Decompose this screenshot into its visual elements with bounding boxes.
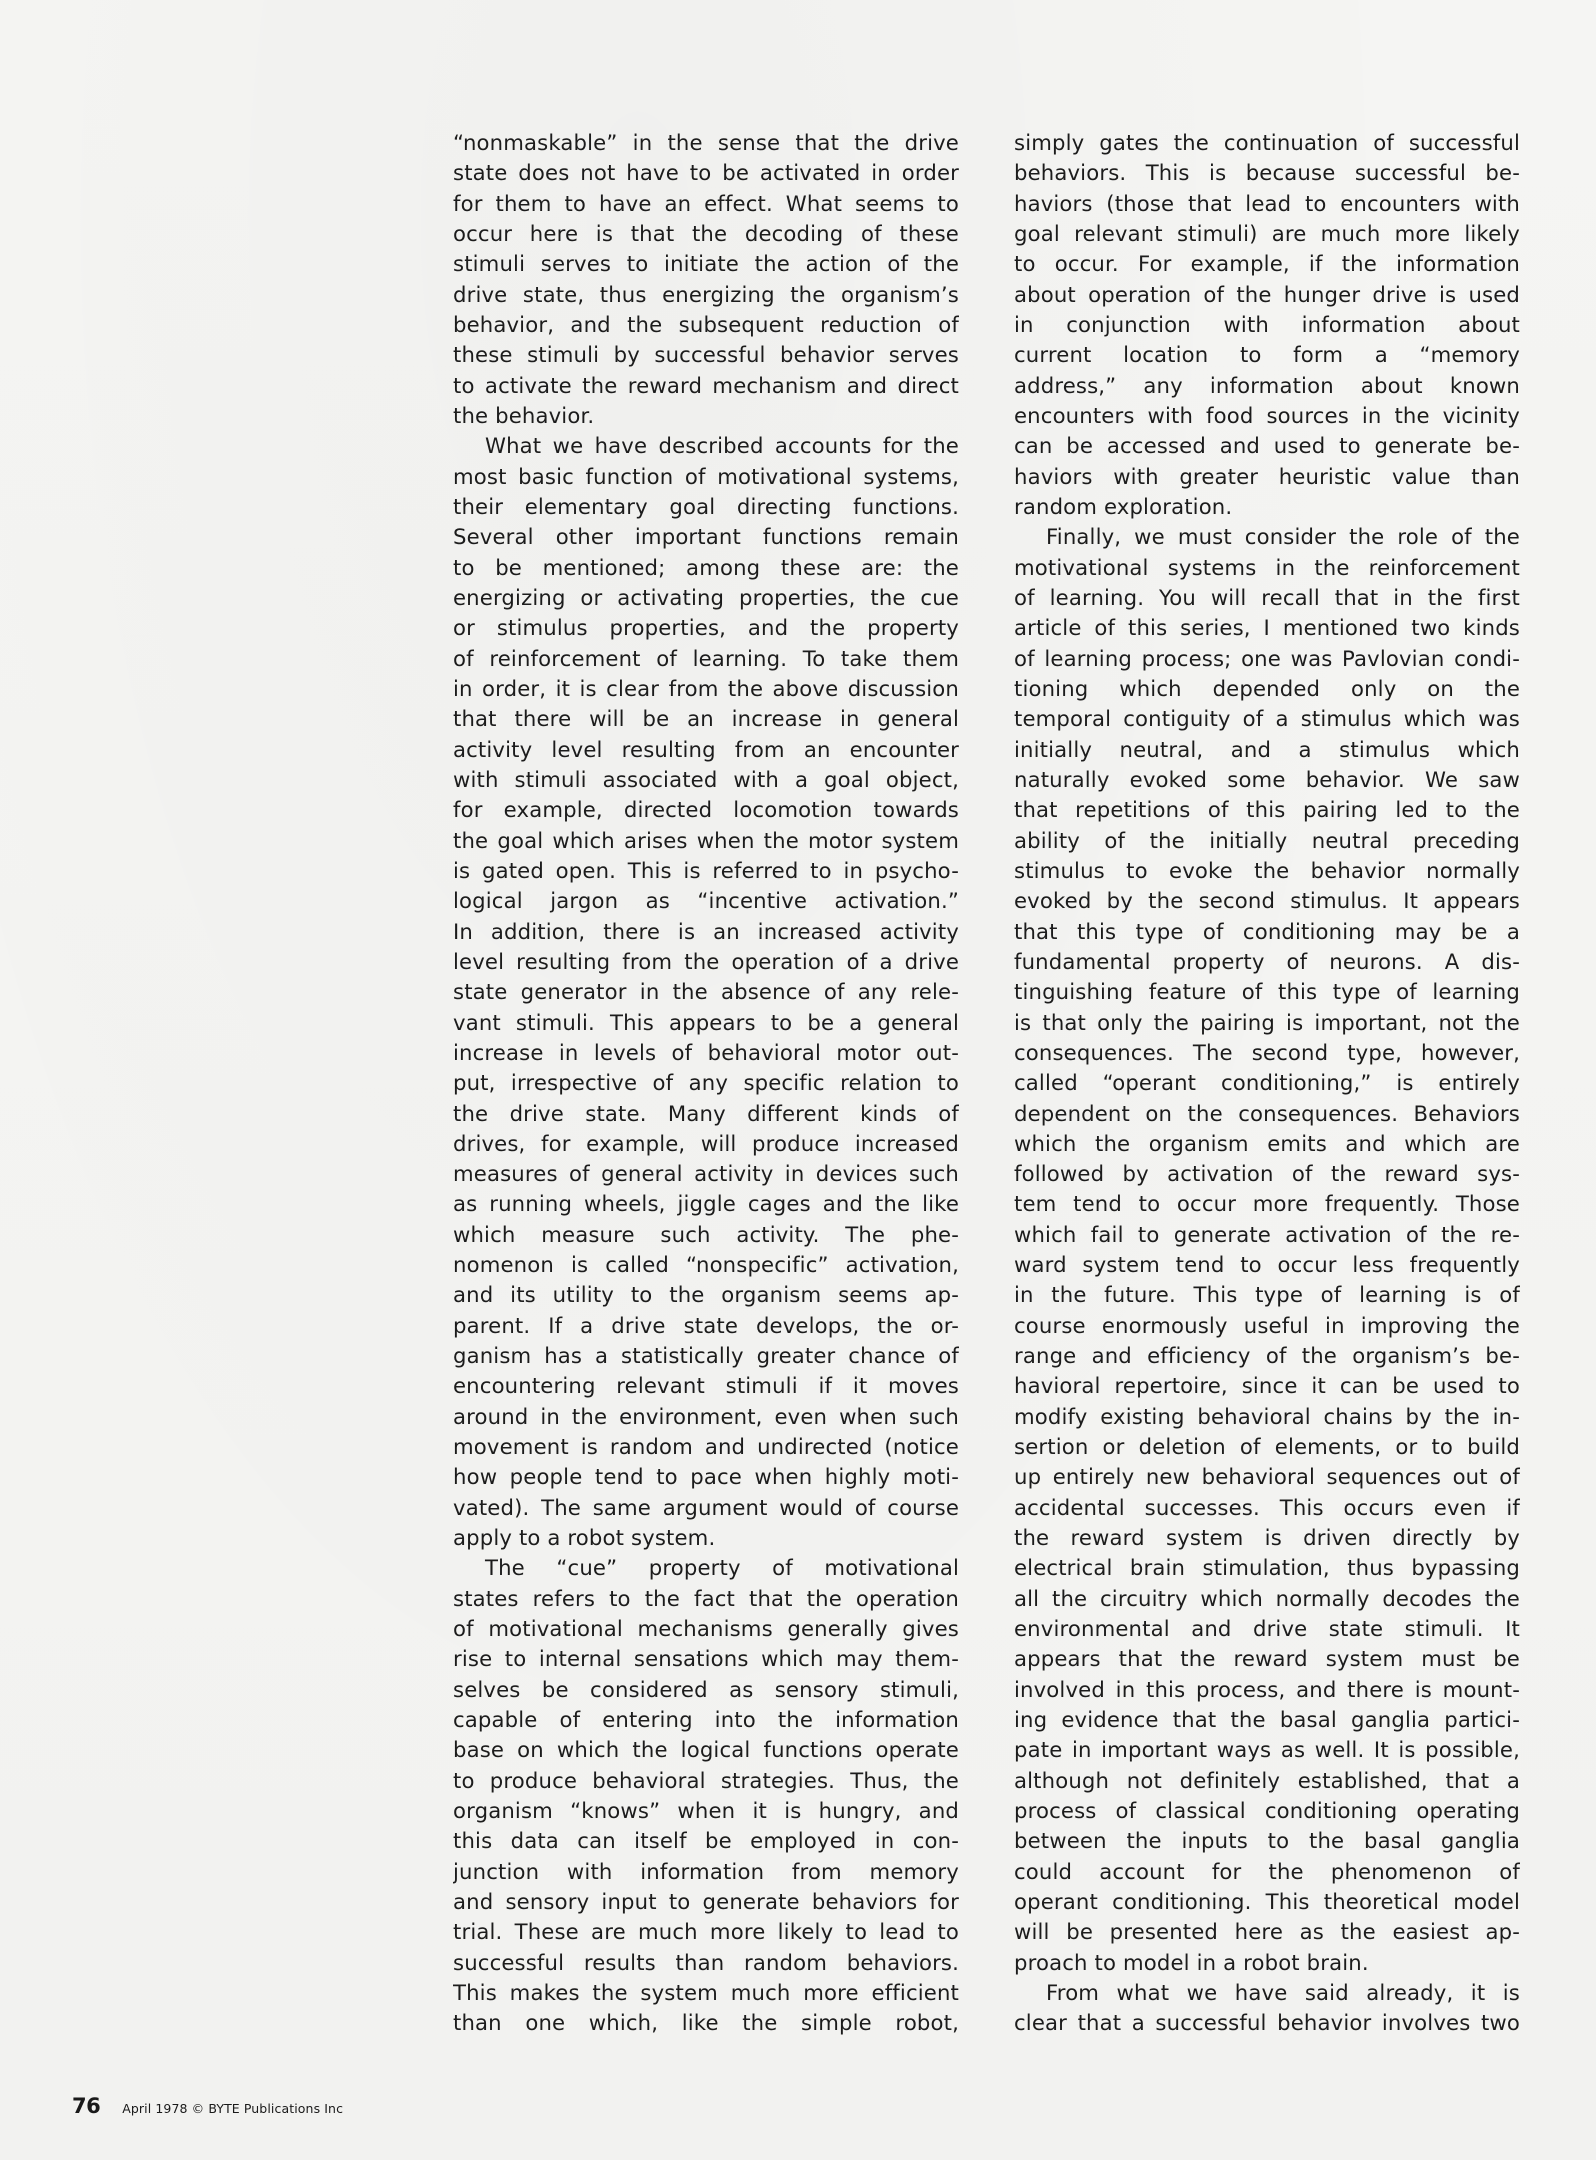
text-line: up entirely new behavioral sequences out of: [1014, 1464, 1520, 1490]
text-line: in the future. This type of learning is of: [1014, 1282, 1520, 1308]
text-line: tinguishing feature of this type of learning: [1014, 979, 1520, 1005]
text-line: sertion or deletion of elements, or to build: [1014, 1434, 1520, 1460]
text-line: that this type of conditioning may be a: [1014, 918, 1520, 944]
text-line: ganism has a statistically greater chance of: [453, 1343, 959, 1369]
text-line: haviors (those that lead to encounters with: [1014, 190, 1520, 216]
text-line: to occur. For example, if the information: [1014, 251, 1520, 277]
text-line: between the inputs to the basal ganglia: [1014, 1828, 1520, 1854]
text-line: What we have described accounts for the: [485, 433, 959, 459]
text-line: simply gates the continuation of successful: [1014, 130, 1520, 155]
text-line: havioral repertoire, since it can be used to: [1014, 1373, 1520, 1399]
text-line: that there will be an increase in general: [453, 706, 959, 732]
text-line: is gated open. This is referred to in psycho-: [453, 857, 959, 883]
text-line: with stimuli associated with a goal object,: [453, 766, 959, 792]
text-line: rise to internal sensations which may them-: [453, 1646, 959, 1672]
text-line: stimulus to evoke the behavior normally: [1014, 857, 1520, 883]
text-line: successful results than random behaviors.: [453, 1949, 959, 1975]
text-line: activity level resulting from an encounter: [453, 736, 959, 762]
text-line: for them to have an effect. What seems to: [453, 190, 959, 216]
text-column-right: [1014, 128, 1520, 2039]
text-line: In addition, there is an increased activity: [453, 918, 959, 944]
text-line: consequences. The second type, however,: [1014, 1039, 1520, 1065]
text-line: and its utility to the organism seems ap-: [453, 1282, 959, 1308]
text-line: address,” any information about known: [1014, 372, 1520, 398]
page-number: 76: [72, 2094, 101, 2118]
text-line: vant stimuli. This appears to be a general: [453, 1009, 959, 1035]
text-line: encountering relevant stimuli if it moves: [453, 1373, 959, 1399]
text-line: followed by activation of the reward sys-: [1014, 1161, 1520, 1187]
text-line: article of this series, I mentioned two kinds: [1014, 615, 1520, 641]
text-column-left: [453, 128, 959, 2039]
text-line: of learning process; one was Pavlovian condi-: [1014, 645, 1520, 671]
text-line: the drive state. Many different kinds of: [453, 1100, 959, 1126]
text-line: logical jargon as “incentive activation.”: [453, 888, 959, 914]
text-line: the reward system is driven directly by: [1014, 1525, 1520, 1551]
text-line: involved in this process, and there is mount-: [1014, 1676, 1520, 1702]
text-line: electrical brain stimulation, thus bypassing: [1014, 1555, 1520, 1581]
text-line: which the organism emits and which are: [1014, 1130, 1520, 1156]
text-line: of learning. You will recall that in the first: [1014, 584, 1520, 610]
text-line: of reinforcement of learning. To take them: [453, 645, 959, 671]
text-line: around in the environment, even when such: [453, 1403, 959, 1429]
text-line: process of classical conditioning operating: [1014, 1798, 1520, 1824]
text-line: dependent on the consequences. Behaviors: [1014, 1100, 1520, 1126]
text-line: This makes the system much more efficient: [453, 1980, 959, 2006]
text-line: ward system tend to occur less frequently: [1014, 1252, 1520, 1278]
text-line: state generator in the absence of any rele-: [453, 979, 959, 1005]
text-line: occur here is that the decoding of these: [453, 220, 959, 246]
text-line: “nonmaskable” in the sense that the drive: [453, 130, 959, 155]
text-line: environmental and drive state stimuli. It: [1014, 1616, 1520, 1642]
text-line: how people tend to pace when highly moti-: [453, 1464, 959, 1490]
text-line: that repetitions of this pairing led to the: [1014, 797, 1520, 823]
text-line: clear that a successful behavior involves two: [1014, 2010, 1520, 2036]
text-line: as running wheels, jiggle cages and the like: [453, 1191, 959, 1217]
text-line: initially neutral, and a stimulus which: [1014, 736, 1520, 762]
text-line: goal relevant stimuli) are much more likely: [1014, 220, 1520, 246]
text-line: these stimuli by successful behavior serves: [453, 342, 959, 368]
text-line: naturally evoked some behavior. We saw: [1014, 766, 1520, 792]
text-line: base on which the logical functions operate: [453, 1737, 959, 1763]
text-line: for example, directed locomotion towards: [453, 797, 959, 823]
text-line: tioning which depended only on the: [1014, 675, 1520, 701]
text-line: temporal contiguity of a stimulus which was: [1014, 706, 1520, 732]
text-line: appears that the reward system must be: [1014, 1646, 1520, 1672]
text-line: most basic function of motivational systems,: [453, 463, 959, 489]
text-line: could account for the phenomenon of: [1014, 1858, 1520, 1884]
text-line: Finally, we must consider the role of the: [1046, 524, 1520, 550]
text-line: movement is random and undirected (notice: [453, 1434, 959, 1460]
text-line: tem tend to occur more frequently. Those: [1014, 1191, 1520, 1217]
text-line: or stimulus properties, and the property: [453, 615, 959, 641]
text-line: level resulting from the operation of a drive: [453, 948, 959, 974]
text-line: pate in important ways as well. It is possible,: [1014, 1737, 1520, 1763]
text-line: drives, for example, will produce increased: [453, 1130, 959, 1156]
text-line: fundamental property of neurons. A dis-: [1014, 948, 1520, 974]
text-line: the goal which arises when the motor system: [453, 827, 959, 853]
text-line: the behavior.: [453, 402, 595, 428]
text-line: stimuli serves to initiate the action of the: [453, 251, 959, 277]
text-line: increase in levels of behavioral motor out-: [453, 1039, 959, 1065]
text-line: motivational systems in the reinforcement: [1014, 554, 1520, 580]
text-line: From what we have said already, it is: [1046, 1980, 1520, 2006]
text-line: called “operant conditioning,” is entirely: [1014, 1070, 1520, 1096]
text-line: proach to model in a robot brain.: [1014, 1949, 1369, 1975]
text-line: operant conditioning. This theoretical model: [1014, 1889, 1520, 1915]
text-line: state does not have to be activated in order: [453, 160, 959, 186]
text-line: ing evidence that the basal ganglia partici-: [1014, 1707, 1520, 1733]
text-line: which fail to generate activation of the re-: [1014, 1221, 1520, 1247]
text-line: selves be considered as sensory stimuli,: [453, 1676, 959, 1702]
text-line: behaviors. This is because successful be-: [1014, 160, 1520, 186]
text-line: to activate the reward mechanism and direct: [453, 372, 959, 398]
text-line: this data can itself be employed in con-: [453, 1828, 959, 1854]
text-line: can be accessed and used to generate be-: [1014, 433, 1520, 459]
text-line: haviors with greater heuristic value than: [1014, 463, 1520, 489]
text-line: about operation of the hunger drive is used: [1014, 281, 1520, 307]
text-line: accidental successes. This occurs even if: [1014, 1494, 1520, 1520]
text-line: Several other important functions remain: [453, 524, 959, 550]
publication-credit: April 1978 © BYTE Publications Inc: [122, 2101, 344, 2116]
text-line: nomenon is called “nonspecific” activation,: [453, 1252, 959, 1278]
text-line: energizing or activating properties, the cue: [453, 584, 959, 610]
text-line: parent. If a drive state develops, the or-: [453, 1312, 959, 1338]
text-line: trial. These are much more likely to lead to: [453, 1919, 959, 1945]
page-footer: [72, 2094, 343, 2118]
text-line: behavior, and the subsequent reduction of: [453, 311, 959, 337]
text-line: of motivational mechanisms generally gives: [453, 1616, 959, 1642]
text-line: course enormously useful in improving the: [1014, 1312, 1520, 1338]
text-line: will be presented here as the easiest ap-: [1014, 1919, 1520, 1945]
text-line: although not definitely established, that a: [1014, 1767, 1520, 1793]
text-line: current location to form a “memory: [1014, 342, 1520, 368]
text-line: to produce behavioral strategies. Thus, the: [453, 1767, 959, 1793]
text-line: and sensory input to generate behaviors for: [453, 1889, 959, 1915]
text-line: their elementary goal directing functions.: [453, 493, 959, 519]
text-line: than one which, like the simple robot,: [453, 2010, 959, 2036]
text-line: encounters with food sources in the vicinity: [1014, 402, 1520, 428]
text-line: in order, it is clear from the above discussion: [453, 675, 959, 701]
text-line: random exploration.: [1014, 493, 1233, 519]
text-line: vated). The same argument would of course: [453, 1494, 959, 1520]
text-line: which measure such activity. The phe-: [453, 1221, 959, 1247]
text-line: The “cue” property of motivational: [485, 1555, 959, 1581]
text-line: range and efficiency of the organism’s be-: [1014, 1343, 1520, 1369]
text-line: drive state, thus energizing the organism’s: [453, 281, 959, 307]
text-line: apply to a robot system.: [453, 1525, 716, 1551]
text-line: capable of entering into the information: [453, 1707, 959, 1733]
text-line: to be mentioned; among these are: the: [453, 554, 959, 580]
text-line: measures of general activity in devices such: [453, 1161, 959, 1187]
text-line: all the circuitry which normally decodes the: [1014, 1585, 1520, 1611]
text-line: ability of the initially neutral preceding: [1014, 827, 1520, 853]
text-line: organism “knows” when it is hungry, and: [453, 1798, 959, 1824]
text-line: evoked by the second stimulus. It appears: [1014, 888, 1520, 914]
text-line: is that only the pairing is important, not the: [1014, 1009, 1520, 1035]
text-line: put, irrespective of any specific relation to: [453, 1070, 959, 1096]
text-line: states refers to the fact that the operation: [453, 1585, 959, 1611]
text-line: modify existing behavioral chains by the in-: [1014, 1403, 1520, 1429]
text-line: junction with information from memory: [453, 1858, 959, 1884]
text-line: in conjunction with information about: [1014, 311, 1520, 337]
